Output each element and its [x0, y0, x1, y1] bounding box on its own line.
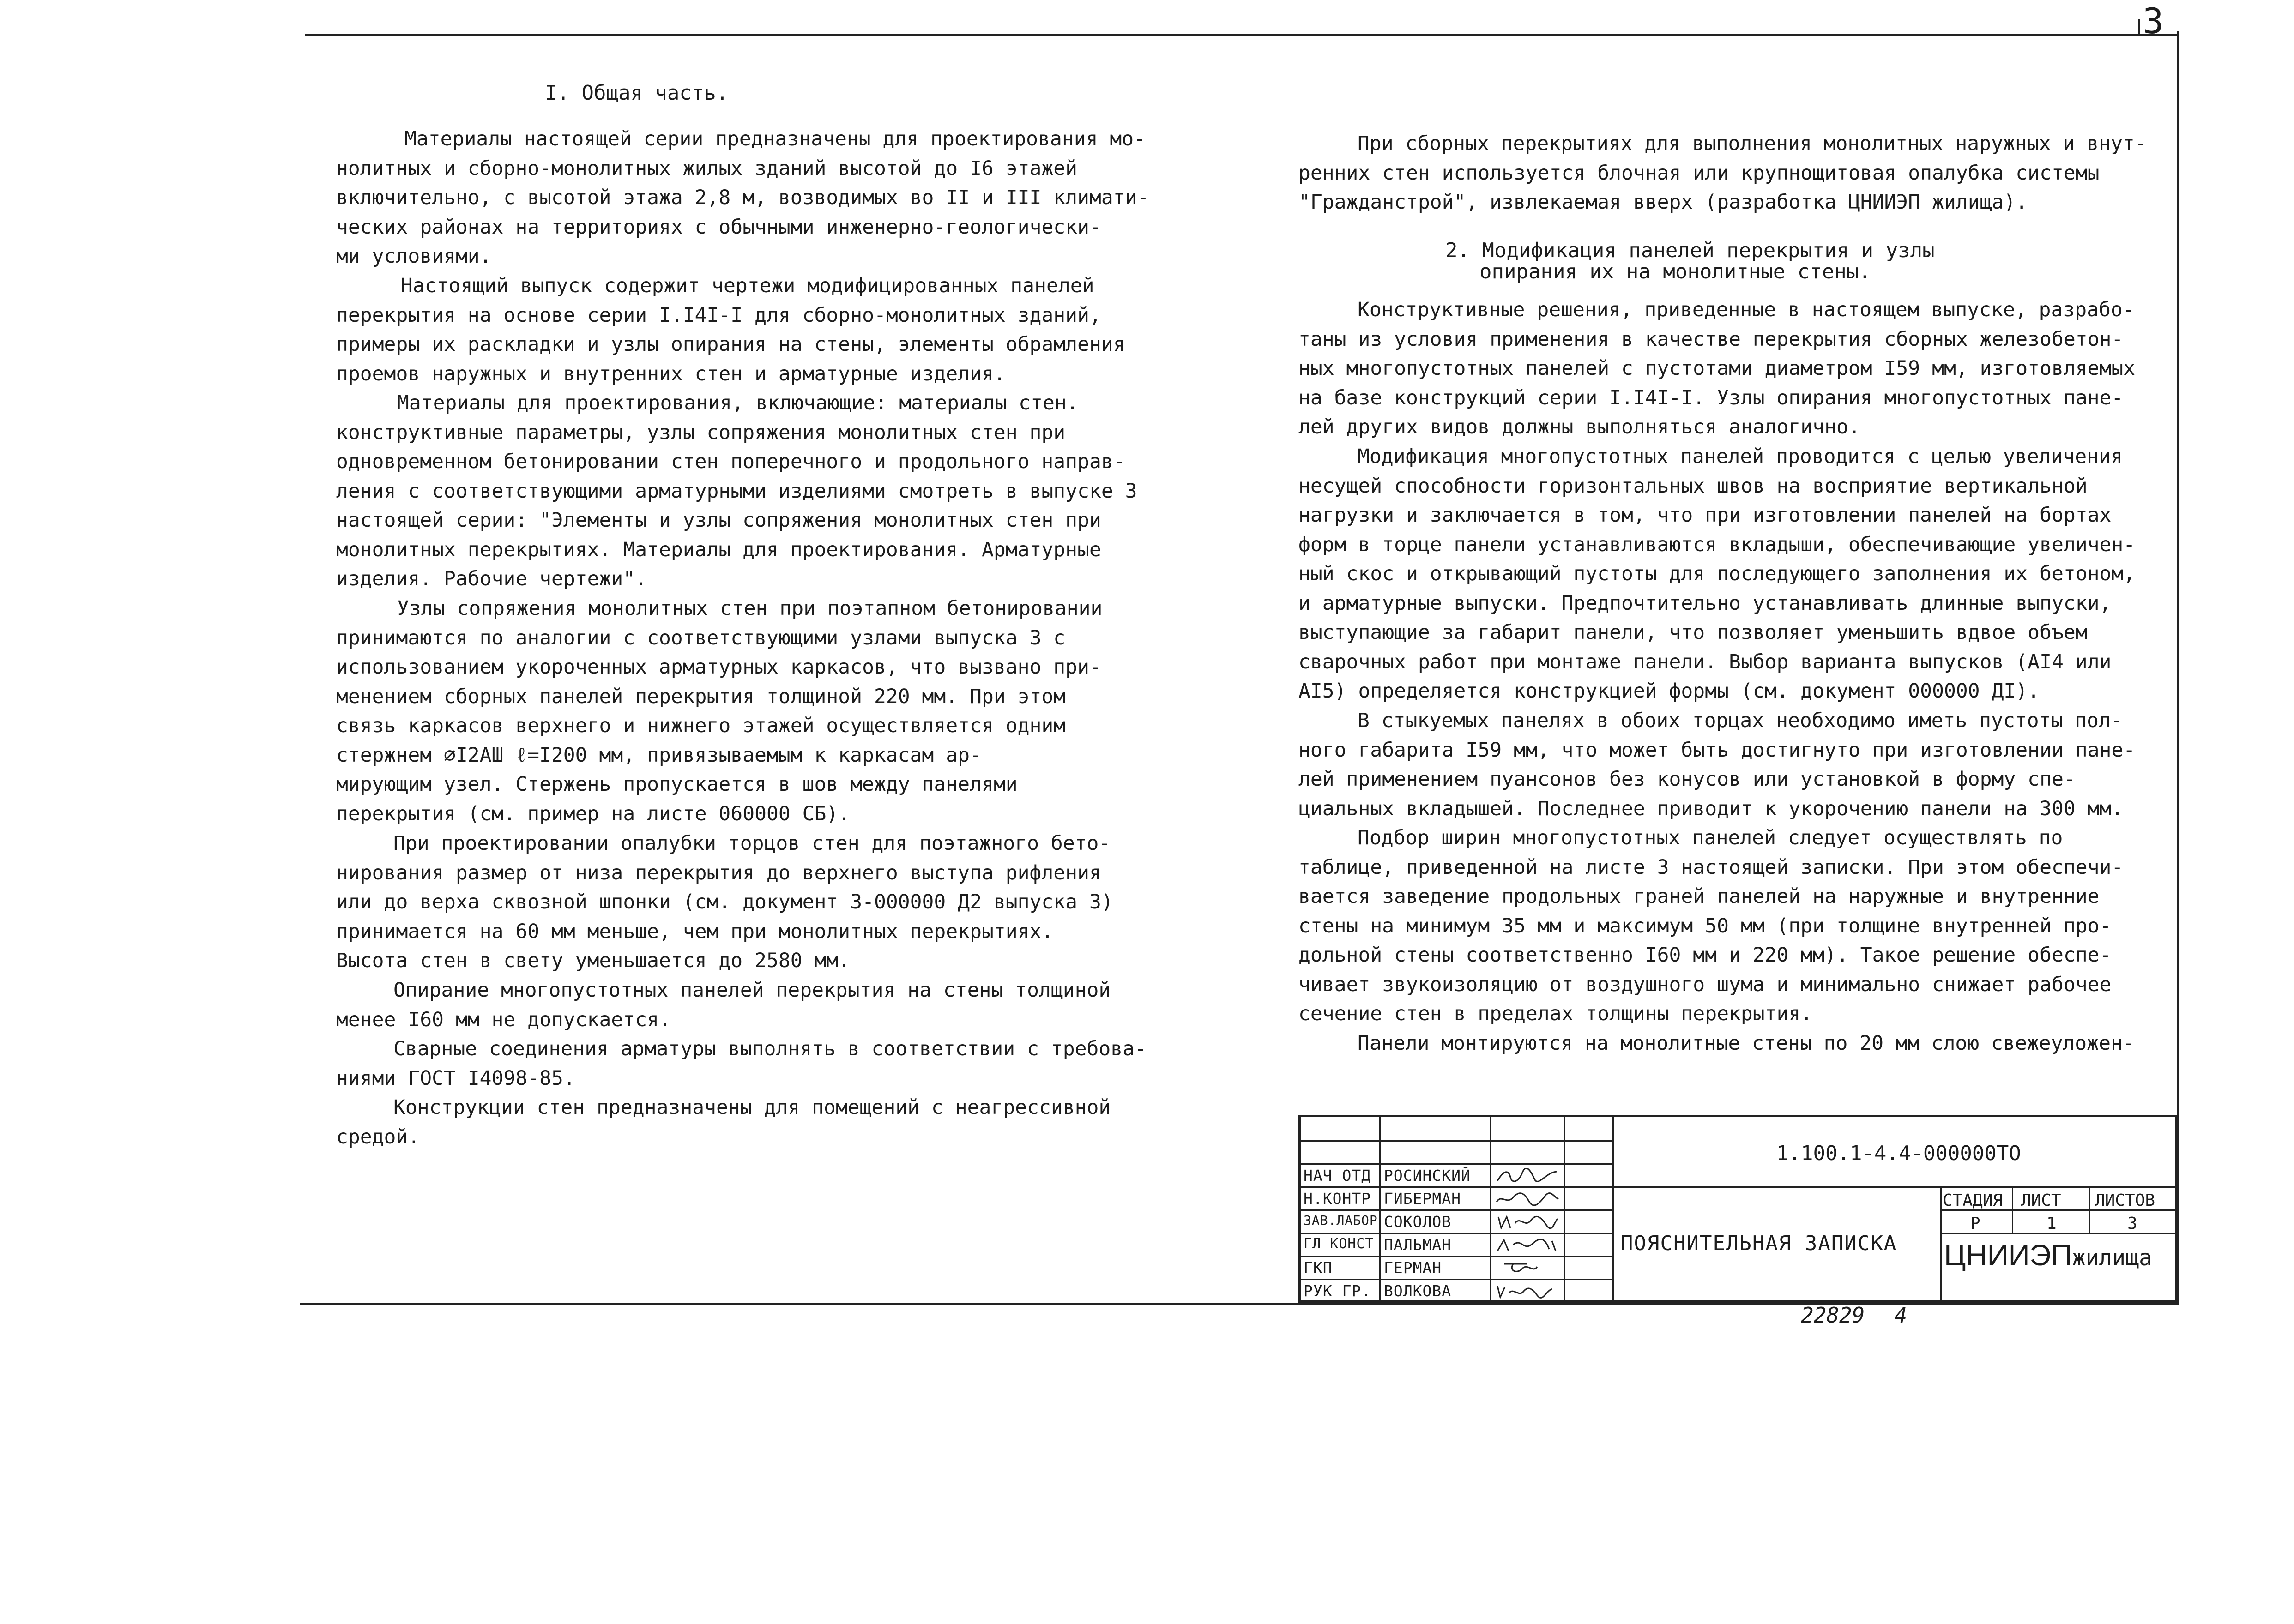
archive-number: 22829 4	[1801, 1303, 1908, 1328]
signatory-role: НАЧ ОТД	[1304, 1167, 1371, 1185]
frame-top-line	[305, 34, 2179, 36]
signatory-role: ГЛ КОНСТ	[1304, 1236, 1374, 1252]
right-paragraph-1: Конструктивные решения, приведенные в настоящем выпуске, разрабо- таны из условия применения в качестве перекрытия сборных железобетон- ных многопустотных панелей с пустотами диаметром I59 мм, изготовляемых на базе конструкций серии I.I4I-I. Узлы опирания многопустотных пане- лей других видов должны выполняться аналогично.	[1298, 298, 2136, 439]
right-paragraph-4: Подбор ширин многопустотных панелей следует осуществлять по таблице, приведенной на листе 3 настоящей записки. При этом обеспечи- вается заведение продольных граней панелей на наружные и внутренние стены на минимум 35 мм и максимум 50 мм (при толщине внутренней про- дольной стены соответственно I60 мм и 220 мм). Такое решение обеспе- чивает звукоизоляцию от воздушного шума и минимально снижает рабочее сечение стен в пределах толщины перекрытия.	[1298, 826, 2124, 1025]
signatory-role: РУК ГР.	[1304, 1282, 1371, 1300]
organization-name: ЦНИИЭПжилища	[1944, 1239, 2152, 1272]
left-paragraph-6: Опирание многопустотных панелей перекрытия на стены толщиной менее I60 мм не допускается.	[336, 979, 1111, 1031]
left-paragraph-1: Материалы настоящей серии предназначены для проектирования мо- нолитных и сборно-монолитных жилых зданий высотой до I6 этажей включительно, с высотой этажа 2,8 м, возводимых во II и III климати- ческих районах на территориях с обычными инженерно-геологически- ми условиями.	[336, 127, 1149, 268]
signatory-name: ПАЛЬМАН	[1384, 1236, 1452, 1254]
stage-header: СТАДИЯ	[1943, 1191, 2003, 1210]
right-paragraph-2: Модификация многопустотных панелей проводится с целью увеличения несущей способности горизонтальных швов на восприятие вертикальной нагрузки и заключается в том, что при изготовлении панелей на бортах форм в торце панели устанавливаются вкладыши, обеспечивающие увеличен- ный скос и открывающий пустоты для последующего заполнения их бетоном, и арматурные выпуски. Предпочтительно устанавливать длинные выпуски, выступающие за габарит панели, что позволяет уменьшить вдвое объем сварочных работ при монтаже панели. Выбор варианта выпусков (АI4 или АI5) определяется конструкцией формы (см. документ 000000 ДI).	[1298, 445, 2136, 703]
left-paragraph-3: Материалы для проектирования, включающие: материалы стен. конструктивные параметры, узлы сопряжения монолитных стен при одновременном бетонировании стен поперечного и продольного направ- ления с соответствующими арматурными изделиями смотреть в выпуске 3 настоящей серии: "Элементы и узлы сопряжения монолитных стен при монолитных перекрытиях. Материалы для проектирования. Арматурные изделия. Рабочие чертежи".	[336, 391, 1137, 590]
page-number: 3	[2143, 0, 2164, 42]
signature-giberman	[1495, 1191, 1559, 1207]
left-paragraph-4: Узлы сопряжения монолитных стен при поэтапном бетонировании принимаются по аналогии с соответствующими узлами выпуска 3 с использованием укороченных арматурных каркасов, что вызвано при- менением сборных панелей перекрытия толщиной 220 мм. При этом связь каркасов верхнего и нижнего этажей осуществляется одним стержнем ∅I2АШ ℓ=I200 мм, привязываемым к каркасам ар- мирующим узел. Стержень пропускается в шов между панелями перекрытия (см. пример на листе 060000 СБ).	[336, 597, 1103, 825]
signature-german	[1495, 1260, 1559, 1276]
signatory-name: РОСИНСКИЙ	[1384, 1167, 1471, 1185]
frame-right-line	[2177, 31, 2179, 1305]
right-paragraph-5: Панели монтируются на монолитные стены по 20 мм слою свежеуложен-	[1358, 1032, 2135, 1055]
left-paragraph-8: Конструкции стен предназначены для помещений с неагрессивной средой.	[336, 1096, 1111, 1149]
signatory-name: ГИБЕРМАН	[1384, 1190, 1461, 1208]
stage-value: Р	[1970, 1214, 1980, 1233]
signatory-role: Н.КОНТР	[1304, 1190, 1371, 1208]
right-intro-paragraph: При сборных перекрытиях для выполнения монолитных наружных и внут- ренних стен используется блочная или крупнощитовая опалубка системы "Гражданстрой", извлекаемая вверх (разработка ЦНИИЭП жилища).	[1298, 132, 2147, 214]
section-2-heading: 2. Модификация панелей перекрытия и узлы опирания их на монолитные стены.	[1445, 239, 1935, 283]
sheet-header: ЛИСТ	[2021, 1191, 2061, 1210]
left-paragraph-7: Сварные соединения арматуры выполнять в соответствии с требова- ниями ГОСТ I4098-85.	[336, 1037, 1147, 1090]
document-title: ПОЯСНИТЕЛЬНАЯ ЗАПИСКА	[1621, 1232, 1897, 1255]
signatory-name: ВОЛКОВА	[1384, 1282, 1452, 1300]
document-code: 1.100.1-4.4-000000ТО	[1776, 1142, 2021, 1165]
signatory-name: СОКОЛОВ	[1384, 1213, 1452, 1231]
signature-rosinsky	[1495, 1168, 1559, 1184]
left-paragraph-2: Настоящий выпуск содержит чертежи модифицированных панелей перекрытия на основе серии I.I4I-I для сборно-монолитных зданий, примеры их раскладки и узлы опирания на стены, элементы обрамления проемов наружных и внутренних стен и арматурные изделия.	[336, 274, 1125, 385]
signatory-role: ГКП	[1304, 1259, 1333, 1277]
signature-palman	[1495, 1237, 1559, 1253]
title-block	[1298, 1115, 2177, 1303]
sheet-value: 1	[2046, 1214, 2057, 1233]
signature-sokolov	[1495, 1214, 1559, 1230]
signatory-role: ЗАВ.ЛАБОР	[1304, 1213, 1378, 1228]
signature-volkova	[1495, 1283, 1564, 1299]
right-paragraph-3: В стыкуемых панелях в обоих торцах необходимо иметь пустоты пол- ного габарита I59 мм, что может быть достигнуто при изготовлении пане- лей применением пуансонов без конусов или установкой в форму спе- циальных вкладышей. Последнее приводит к укорочению панели на 300 мм.	[1298, 709, 2136, 820]
left-paragraph-5: При проектировании опалубки торцов стен для поэтажного бето- нирования размер от низа перекрытия до верхнего выступа рифления или до верха сквозной шпонки (см. документ 3-000000 Д2 выпуска 3) принимается на 60 мм меньше, чем при монолитных перекрытиях. Высота стен в свету уменьшается до 2580 мм.	[336, 832, 1113, 972]
sheets-header: ЛИСТОВ	[2095, 1191, 2155, 1210]
sheets-value: 3	[2127, 1214, 2137, 1233]
signatory-name: ГЕРМАН	[1384, 1259, 1442, 1277]
section-1-heading: I. Общая часть.	[545, 81, 729, 105]
